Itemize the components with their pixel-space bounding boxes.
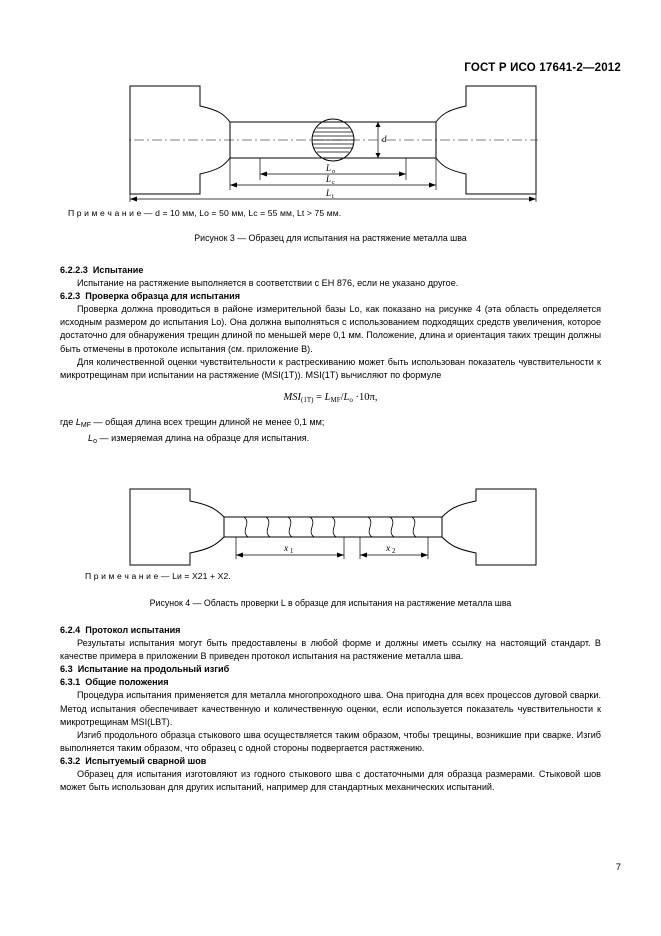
svg-text:2: 2 xyxy=(392,548,396,555)
figure4-label-x1: x xyxy=(284,544,289,554)
page-header: ГОСТ Р ИСО 17641-2—2012 xyxy=(464,62,621,74)
figure-4-drawing xyxy=(128,487,538,567)
para-6-3-1-1: Процедура испытания применяется для металла многопроходного шва. Она пригодна для всех процессов дуговой сварки. Метод испытания обеспечивает качественную и количественную оценки, если используется показатель чувствительности к микротрещинам MSI(LBT). xyxy=(60,690,601,727)
heading-6-2-4-number: 6.2.4 xyxy=(60,625,81,635)
figure-4-note: П р и м е ч а н и е — Lи = X21 + X2. xyxy=(85,571,231,581)
figure3-label-d: d xyxy=(382,134,387,144)
heading-6-2-2-3 xyxy=(60,264,601,277)
heading-6-2-2-3-title: Испытание xyxy=(92,265,144,275)
svg-text:c: c xyxy=(332,179,335,186)
heading-6-3 xyxy=(60,663,601,676)
heading-6-3-1-number: 6.3.1 xyxy=(60,677,81,688)
svg-text:L: L xyxy=(326,174,332,184)
heading-6-3-2-number: 6.3.2 xyxy=(60,755,81,766)
heading-6-2-3 xyxy=(60,290,601,303)
svg-text:1: 1 xyxy=(290,548,294,555)
text-block-2 xyxy=(60,624,601,794)
svg-text:L: L xyxy=(326,163,332,173)
figure-3-drawing xyxy=(128,84,538,204)
heading-6-2-3-title: Проверка образца для испытания xyxy=(85,291,241,302)
para-6-2-2-3: Испытание на растяжение выполняется в соответствии с ЕН 876, если не указано другое. xyxy=(77,278,459,289)
heading-6-3-title: Испытание на продольный изгиб xyxy=(77,664,230,675)
para-6-3-1-2: Изгиб продольного образца стыкового шва осуществляется таким образом, чтобы трещины, возникшие при сварке. Изгиб выполняется таким образом, что образец с одной стороны подвергается растяжению. xyxy=(60,729,601,753)
svg-text:o: o xyxy=(332,168,336,175)
text-block-1 xyxy=(60,264,601,448)
figure4-label-x2: x xyxy=(386,544,391,554)
heading-6-2-4 xyxy=(60,624,601,637)
formula-where-2: $L_o$ — измеряемая длина на образце для испытания. xyxy=(88,433,310,446)
para-6-2-4: Результаты испытания могут быть предоставлены в любой форме и должны иметь ссылку на настоящий стандарт. В качестве примера в приложении В приведен протокол испытания на растяжение металла шва. xyxy=(60,638,601,662)
svg-text:t: t xyxy=(332,193,334,200)
heading-6-3-2-title: Испытуемый сварной шов xyxy=(85,755,207,766)
heading-6-2-2-3-number: 6.2.2.3 xyxy=(60,265,88,275)
para-6-2-3-2: Для количественной оценки чувствительности к растрескиванию может быть использован показатель чувствительности к микротрещинам при испытании на растяжение (MSI(1T)). MSI(1T) вычисляют по формуле xyxy=(60,356,601,380)
formula-where-1: где $L_{MF}$ — общая длина всех трещин длиной не менее 0,1 мм; xyxy=(60,416,325,429)
figure-3-note: П р и м е ч а н и е — d = 10 мм, Lo = 50 мм, Lc = 55 мм, Lt > 75 мм. xyxy=(68,208,342,218)
heading-6-3-2 xyxy=(60,755,601,768)
heading-6-2-4-title: Протокол испытания xyxy=(85,625,181,635)
heading-6-3-1 xyxy=(60,676,601,689)
figure-3-caption: Рисунок 3 — Образец для испытания на растяжение металла шва xyxy=(194,233,467,243)
heading-6-2-3-number: 6.2.3 xyxy=(60,291,81,302)
para-6-3-2: Образец для испытания изготовляют из годного стыкового шва с достаточными для образца размерами. Стыковой шов может быть использован для других испытаний, например для стандартных механических испытаний. xyxy=(60,769,601,793)
svg-text:L: L xyxy=(326,188,332,198)
formula-msi: $MSI_{(1T)} = L_{MF}/L_o \cdot 10\pi$, xyxy=(283,391,378,404)
page-number: 7 xyxy=(615,862,621,873)
para-6-2-3-1: Проверка должна проводиться в районе измерительной базы Lo, как показано на рисунке 4 (эта область определяется исходным размером до испытания Lo). Она должна выполняться с использованием подходящих средств увеличения, которое достаточно для обнаружения трещин длиной по меньшей мере 0,1 мм. Положение, длина и ориентация таких трещин должны быть отмечены в протоколе испытания (см. приложение В). xyxy=(60,304,601,354)
heading-6-3-number: 6.3 xyxy=(60,664,73,675)
figure-4-caption: Рисунок 4 — Область проверки L в образце для испытания на растяжение металла шва xyxy=(149,598,512,608)
heading-6-3-1-title: Общие положения xyxy=(85,677,169,688)
